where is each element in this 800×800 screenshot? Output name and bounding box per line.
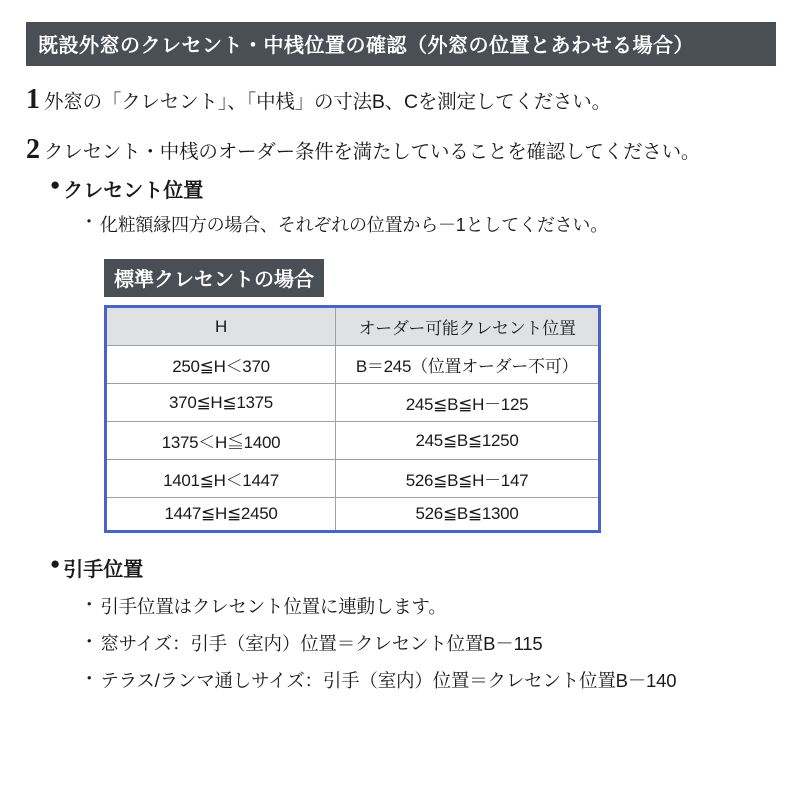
note-dot-icon: ・ xyxy=(80,631,99,652)
handle-note-1-text: 引手位置はクレセント位置に連動します。 xyxy=(100,596,447,617)
table-cell-h: 1375＜H≦1400 xyxy=(106,422,336,460)
handle-note-1 xyxy=(18,593,782,619)
handle-position-heading-label: 引手位置 xyxy=(63,559,144,581)
table-cell-h: 1401≦H＜1447 xyxy=(106,460,336,498)
table-row xyxy=(106,346,600,384)
table-row xyxy=(106,422,600,460)
table-cell-position: 526≦B≦H－147 xyxy=(336,460,600,498)
table-row xyxy=(106,384,600,422)
handle-position-section xyxy=(18,553,782,693)
table-row xyxy=(106,460,600,498)
note-dot-icon: ・ xyxy=(80,668,99,689)
crescent-position-heading-label: クレセント位置 xyxy=(63,180,204,202)
handle-note-2-text: 窓サイズ：引手（室内）位置＝クレセント位置B－115 xyxy=(100,633,543,654)
crescent-position-note-text: 化粧額縁四方の場合、それぞれの位置から－1としてください。 xyxy=(99,215,609,235)
table-cell-position: 245≦B≦H－125 xyxy=(336,384,600,422)
step-1 xyxy=(18,86,782,114)
table-header-row xyxy=(106,307,600,346)
crescent-position-note xyxy=(18,211,782,237)
handle-position-heading xyxy=(18,553,782,582)
spec-table-section xyxy=(18,259,782,533)
table-row xyxy=(106,498,600,532)
crescent-position-heading xyxy=(18,174,782,203)
step-2-text: クレセント・中桟のオーダー条件を満たしていることを確認してください。 xyxy=(44,140,701,163)
step-2 xyxy=(18,136,782,164)
table-cell-position: 245≦B≦1250 xyxy=(336,422,600,460)
table-header-position: オーダー可能クレセント位置 xyxy=(336,307,600,346)
page-title: 既設外窓のクレセント・中桟位置の確認（外窓の位置とあわせる場合） xyxy=(26,22,776,66)
table-cell-position: B＝245（位置オーダー不可） xyxy=(336,346,600,384)
table-cell-h: 250≦H＜370 xyxy=(106,346,336,384)
step-1-number: 1 xyxy=(26,84,40,115)
table-cell-position: 526≦B≦1300 xyxy=(336,498,600,532)
handle-note-3-text: テラス/ランマ通しサイズ：引手（室内）位置＝クレセント位置B－140 xyxy=(100,670,677,691)
spec-table-title: 標準クレセントの場合 xyxy=(104,259,324,297)
bullet-dot-icon: ● xyxy=(50,554,61,573)
table-cell-h: 370≦H≦1375 xyxy=(106,384,336,422)
note-dot-icon: ・ xyxy=(80,212,98,232)
handle-note-3 xyxy=(18,667,782,693)
bullet-dot-icon: ● xyxy=(50,175,61,194)
note-dot-icon: ・ xyxy=(80,594,99,615)
table-cell-h: 1447≦H≦2450 xyxy=(106,498,336,532)
step-1-text: 外窓の「クレセント」、「中桟」の寸法B、Cを測定してください。 xyxy=(44,90,611,113)
spec-table xyxy=(104,305,601,533)
step-2-number: 2 xyxy=(26,134,40,165)
table-header-h: H xyxy=(106,307,336,346)
handle-note-2 xyxy=(18,630,782,656)
